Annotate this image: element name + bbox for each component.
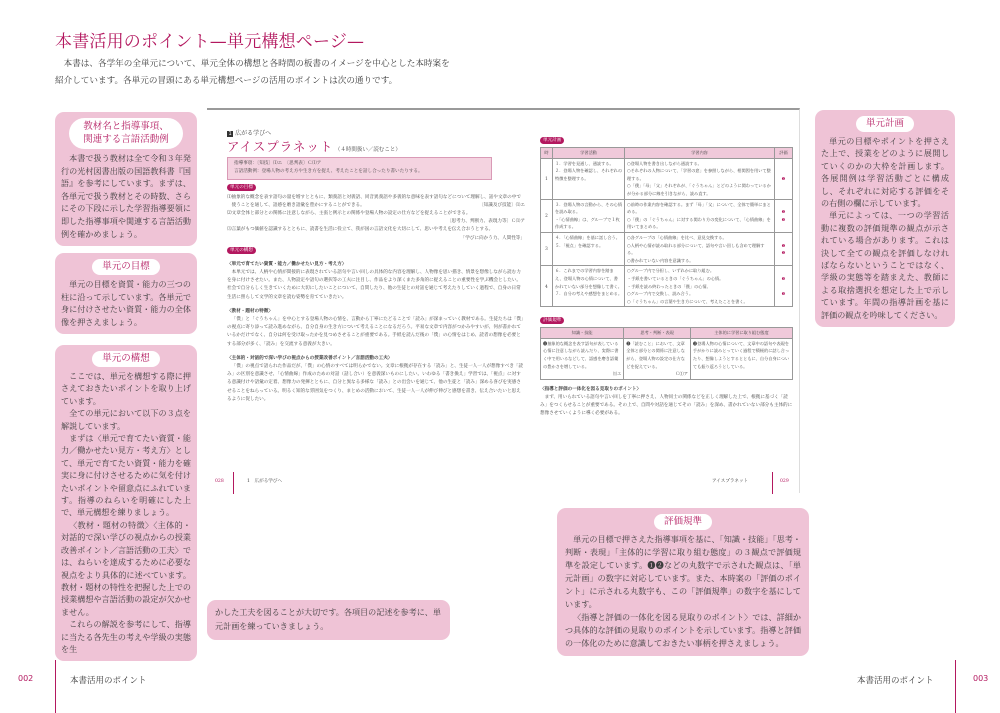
goal-list	[227, 194, 525, 243]
sample-right-column	[540, 137, 793, 419]
box-concept-continuation	[207, 600, 450, 640]
footer-left-text: 本書活用のポイント	[70, 676, 147, 686]
divider	[772, 472, 773, 494]
plan-content: ○各グループの「心情曲線」を比べ、意見交換する。 ○人柄や心情が読み取れる部分について、語句や言い回しも含めて理解する。 ○書かれていない内容を意識する。	[625, 232, 775, 265]
plan-eval: ❸ ❸	[775, 266, 793, 307]
point-heading: 〈指導と評価の一体化を図る見取りのポイント〉	[540, 386, 642, 392]
criteria-cell	[541, 338, 624, 379]
box-concept-paragraph: ここでは、単元を構想する際に押さえておきたいポイントを取り上げています。	[61, 371, 191, 406]
plan-time: 2	[541, 199, 553, 232]
box-concept-paragraph: 全ての単元において以下の３点を解説しています。	[61, 408, 191, 431]
box-criteria-label: 評価規準	[654, 514, 712, 530]
box-materials-label: 教材名と指導事項、 関連する言語活動例	[69, 118, 183, 149]
concept-pill: 単元の構想	[227, 247, 256, 254]
chapter-heading	[227, 130, 525, 138]
box-concept-paragraph: 〈教材・題材の特徴〉〈主体的・対話的で深い学びの視点からの授業改善ポイント／言語活動の工夫〉では、ねらいを達成するために必要な視点をより具体的に述べています。教材・題材の特性を把握した上での授業構想や言語活動の設定が欠かせません。	[61, 519, 191, 617]
concept-sections	[227, 261, 525, 404]
plan-row	[541, 266, 793, 307]
criteria-cell	[624, 338, 691, 379]
criteria-text: ❶抽象的な概念を表す語句が表している心情に注意しながら読んだり、実際に書く中で用いるなどして、語感を磨き語彙の豊かさを増している。	[543, 340, 619, 369]
plan-header: 学習内容	[625, 148, 775, 159]
intro-text: 本書は、各学年の全単元について、単元全体の構想と各時間の板書のイメージを中心とした本時案を紹介しています。各単元の冒頭にある単元構想ページの活用のポイントは次の通りです。	[55, 59, 450, 86]
point-body: まず、用いられている語句や言い回しを丁寧に押さえ、人物同士の関係などを正しく理解した上で、根拠に基づく「読み」をつくらせることが重要である。その上で、自問や対話を通じてその「読み」を深め、書かれていない部分も主体的に想像させていくように導く必要がある。	[540, 395, 793, 417]
goal-item	[227, 226, 525, 242]
plan-activity: ６．これまでの学習内容を踏まえ、登場人物の心情について、書かれていない部分を想像して書く。 ７．自分の考えや感想をまとめる。	[553, 266, 625, 307]
criteria-table	[540, 327, 793, 380]
criteria-cell	[690, 338, 792, 379]
box-goals-body: 単元の目標を資質・能力の三つの柱に沿って示しています。各単元で身に付けさせたい資質・能力の全体像を押さえましょう。	[61, 279, 191, 327]
goal-text: ⑶言葉がもつ価値を認識するとともに、読書を生活に役立て、我が国の言語文化を大切にして、思いや考えを伝え合おうとする。	[227, 227, 494, 233]
plan-eval: ❶ ❷	[775, 232, 793, 265]
plan-time: 4	[541, 266, 553, 307]
plan-eval: ❶	[775, 158, 793, 199]
concept-body: 「僕」の視点で語られた作品だが、「僕」の心情のすべては明らかでない。文章に根拠が存在する「読み」と、生徒一人一人が想像すべき「読み」の区別を意識させ、「心情曲線」作成のための対話（話し合い）を意義深いものにしたい。いわゆる「書き換え」学習では、「視点」に対する意識付けや語彙の定着、想像力の発揮とともに、自分と異なる多様な「読み」との出会いを通じて、他の生徒と「読み」深める喜びを実感させることをねらっている。明るく知的な雰囲気をつくり、まとめの活動において、生徒一人一人が伸び伸びと感想を書き、伝え合いたいと思えるように促したい。	[227, 364, 524, 402]
goal-tag: 「学びに向かう力、人間性等」	[460, 235, 525, 241]
box-materials	[55, 112, 197, 246]
concept-body: 「僕」と「ぐうちゃん」を中心とする登場人物の心情を、言動から丁寧にたどることで「読み」が深まっていく教材である。生徒たちは「僕」の視点に寄り添って読み進めながら、自分自身の生き方について考えることになるだろう。平易な文章で内容がつかみやすいが、何が書かれているかだけでなく、自分は何を受け取ったかを見つめさせることが重要である。手紙を読んだ後の「僕」の心情をはじめ、読者の想像を必要とする部分が多く、「読み」を交流する意義が大きい。	[227, 317, 524, 347]
plan-activity: ４．「心情曲線」を基に話し合う。 ５．「視点」を確認する。	[553, 232, 625, 265]
chapter-mark: 1	[228, 131, 232, 137]
divider	[233, 472, 234, 494]
sample-footer-right: アイスプラネット	[712, 479, 749, 484]
criteria-tag: ⑴エ	[612, 371, 622, 377]
criteria-text: ❷「読むこと」において、文章全体と部分との関係に注意しながら、登場人物の設定の仕方などを捉えている。	[626, 340, 685, 369]
unit-meta: （４時間扱い／読むこと）	[334, 147, 401, 153]
box-plan	[815, 110, 955, 327]
unit-title: アイスプラネット	[227, 139, 334, 154]
box-materials-body: 本書で扱う教材は全て令和３年発行の光村図書出版の国語教科書『国語』を参考にしています。まずは、各単元で扱う教材とその時数、さらにその下段に示した学習指導要領に即した指導事項や関連する言語活動例を確かめましょう。	[61, 153, 191, 239]
box-criteria	[557, 508, 809, 656]
footer-divider	[955, 660, 956, 713]
box-goals	[55, 253, 197, 334]
plan-eval: ❷ ❸	[775, 199, 793, 232]
plan-row	[541, 158, 793, 199]
criteria-tag: Ｃ⑴ア	[675, 371, 688, 377]
plan-header: 評価	[775, 148, 793, 159]
plan-header: 時	[541, 148, 553, 159]
sample-unit-page	[207, 108, 800, 493]
plan-content: ○登場人物を書き出しながら通読する。 ○それぞれの人物について、「学習の窓」を参照しながら、相関図を用いて整理する。 ○「僕」「母」「父」それぞれが、「ぐうちゃん」とどのように関わっているかが分かる部分に線を引きながら、読み直す。	[625, 158, 775, 199]
plan-activity: ３．登場人物の言動から、その心情を読み取る。 ・「心情曲線」は、グループで１枚作成する。	[553, 199, 625, 232]
plan-row	[541, 232, 793, 265]
plan-pill: 単元計画	[540, 137, 564, 144]
unit-heading	[227, 139, 525, 155]
page-number-right: 003	[973, 674, 989, 683]
plan-content: ○前時の作業内容を確認する。まず「母」「父」について、全体で簡単にまとめる。 ○「僕」の「ぐうちゃん」に対する関わり方の変化について、「心情曲線」を用いてまとめる。	[625, 199, 775, 232]
plan-activity: １．学習を見通し、通読する。 ２．登場人物を確認し、それぞれの特徴を整理する。	[553, 158, 625, 199]
concept-body: 本単元では、人柄や心情が間接的に表現されている語句や言い回しの具体的な内容を理解し、人物像を思い描き、情景を想像しながら読む力を身に付けさせたい。また、人物設定や語句の選択等の工夫に注目し、作品をより深くまた多角的に捉えることの重要性を学ぶ機会としたい。社会で自分らしく生きていくために大切にしたいことについて、自問したり、他の生徒との対話を通じて考えたりしていく過程で、自身の日常生活に照らして文学的文章を読む姿勢を育てていきたい。	[227, 270, 522, 300]
criteria-header: 思考・判断・表現	[624, 328, 691, 339]
box-criteria-paragraph: 〈指導と評価の一体化を図る見取りのポイント〉では、詳細かつ具体的な評価の見取りのポイントを示しています。指導と評価の一体化のために意識しておきたい事柄を押さえましょう。	[565, 612, 801, 648]
sample-page-number-right: 029	[780, 479, 789, 484]
page-title: 本書活用のポイント—単元構想ページ—	[55, 32, 365, 52]
box-concept-label: 単元の構想	[92, 351, 160, 367]
concept-heading: 〈主体的・対話的で深い学びの視点からの授業改善ポイント／言語活動の工夫〉	[227, 355, 393, 361]
box-goals-label: 単元の目標	[92, 259, 160, 275]
box-concept-paragraph: これらの解説を参考にして、指導に当たる各先生の考えや学級の実態を生	[61, 619, 191, 654]
goal-item	[227, 210, 525, 226]
sample-page-number-left: 028	[215, 479, 224, 484]
standards-box	[227, 157, 492, 179]
box-criteria-paragraph: 単元の目標で押さえた指導事項を基に、「知識・技能」「思考・判断・表現」「主体的に学習に取り組む態度」の３観点で評価規準を設定しています。❶❷などの丸数字で示された観点は、「単元計画」の数字に対応しています。また、本時案の「評価のポイント」に示される丸数字も、この「評価規準」の数字を基にしています。	[565, 534, 801, 609]
concept-heading: 〈単元で育てたい資質・能力／働かせたい見方・考え方〉	[227, 261, 347, 267]
criteria-pill: 評価規準	[540, 317, 564, 324]
standards-line: 指導事項：〔知技〕⑴エ 〔思判表〕Ｃ⑴ア	[234, 161, 322, 167]
plan-time: 1	[541, 158, 553, 199]
criteria-text: ❸登場人物の心情について、文章中の語句や表現を手がかりに読みとっていく過程で積極的に話し合ったり、想像しようとするとともに、自分自身についても振り返ろうとしている。	[692, 340, 790, 369]
goals-pill: 単元の目標	[227, 184, 256, 191]
chapter-name: 広がる学びへ	[235, 130, 272, 137]
box-plan-paragraph: 単元によっては、一つの学習活動に複数の評価規準の観点が示されている場合があります。これは決して全ての観点を評価しなければならないということではなく、学級の実態等を踏まえた、教師による取捨選択を想定した上で示しています。年間の指導計画を基に評価の観点を吟味してください。	[821, 210, 949, 320]
goal-item	[227, 194, 525, 210]
sample-footer-left: 1 広がる学びへ	[247, 479, 283, 484]
plan-header: 学習活動	[553, 148, 625, 159]
footer-right-text: 本書活用のポイント	[857, 676, 934, 686]
plan-content: ○グループ内で分担し、いずれかに取り組む。 ・手紙を書いているときの「ぐうちゃん」の心情。 ・手紙を読み終わったときの「僕」の心情。 ○グループ内で交換し、読み合う。 ○「ぐうちゃん」の言葉や生き方について、考えたことを書く。	[625, 266, 775, 307]
box-concept-paragraph: まずは〈単元で育てたい資質・能力／働かせたい見方・考え方〉として、単元で育てたい資質・能力を確実に身に付けさせるために気を付けたいポイントや留意点にふれています。指導のねらいを明確にした上で、単元構想を練りましょう。	[61, 433, 191, 518]
footer-divider	[55, 660, 56, 713]
box-concept-continuation-text: かした工夫を図ることが大切です。各項目の記述を参考に、単元計画を練っていきましょう。	[215, 607, 441, 631]
standards-line: 言語活動例：登場人物の考え方や生き方を捉え、考えたことを話し合ったり書いたりする。	[234, 169, 423, 175]
concept-heading: 〈教材・題材の特徴〉	[227, 308, 273, 314]
page-number-left: 002	[18, 674, 34, 683]
criteria-header: 主体的に学習に取り組む態度	[690, 328, 792, 339]
plan-time: 3	[541, 232, 553, 265]
goal-tag: 〔知識及び技能〕⑴エ	[479, 202, 525, 208]
goal-text: ⑴抽象的な概念を表す語句の量を増すとともに、類義語と対義語、同音異義語や多義的な意味を表す語句などについて理解し、話や文章の中で使うことを通して、語感を磨き語彙を豊かにすることができる。	[227, 194, 521, 208]
goal-text: ⑵文章全体と部分との関係に注意しながら、主張と例示との関係や登場人物の設定の仕方などを捉えることができる。	[227, 211, 471, 217]
goal-tag: 〔思考力、判断力、表現力等〕Ｃ⑴ア	[446, 219, 525, 225]
plan-table	[540, 147, 793, 307]
criteria-header: 知識・技能	[541, 328, 624, 339]
box-plan-paragraph: 単元の目標やポイントを押さえた上で、授業をどのように展開していくのかの大枠を計画します。各展開例は学習活動ごとに構成し、それぞれに対応する評価をその右側の欄に示しています。	[821, 136, 949, 209]
sample-left-column	[227, 130, 525, 410]
box-concept	[55, 345, 197, 661]
plan-row	[541, 199, 793, 232]
box-plan-label: 単元計画	[856, 116, 914, 132]
